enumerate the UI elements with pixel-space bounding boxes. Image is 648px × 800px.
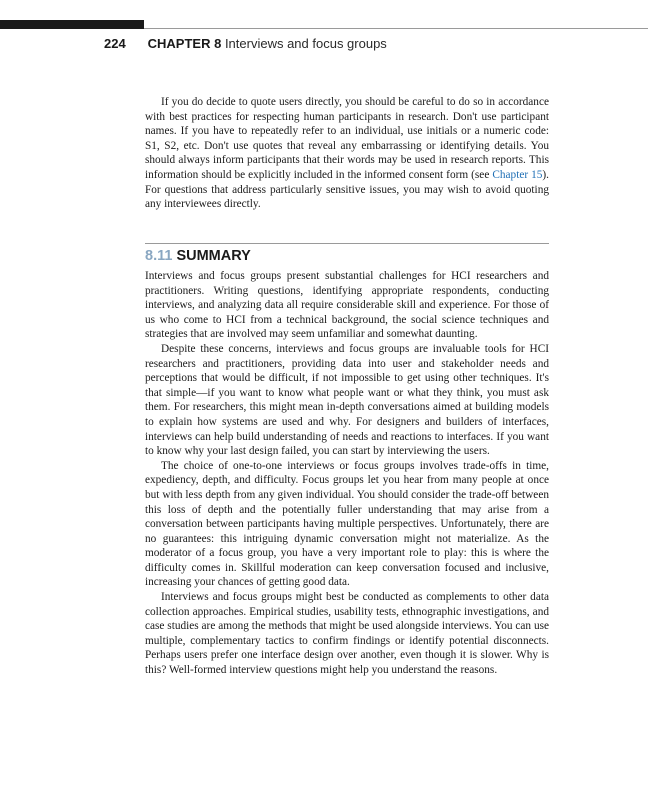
- chapter-title: Interviews and focus groups: [224, 36, 387, 51]
- page-number: 224: [104, 36, 126, 51]
- header-rule-thin: [144, 28, 648, 29]
- section-heading: [145, 248, 251, 264]
- summary-body: [145, 269, 549, 678]
- quote-paragraph-text-start: If you do decide to quote users directly, you should be careful to do so in accordance with best practices for respecting human participants in research. Don't use participant names. If you have to repeatedly refer to an individual, use initials or a numeric code: S1, S2, etc. Don't use quotes that reveal any embarrassing or identifying details. You should always inform participants that their words may be used in research reports. This information should be explicitly included in the informed consent form (see: [145, 96, 549, 181]
- header-rule-thick: [0, 20, 144, 29]
- section-title: SUMMARY: [176, 248, 251, 264]
- summary-paragraph-2: Despite these concerns, interviews and focus groups are invaluable tools for HCI researchers and practitioners, providing data into user and stakeholder needs and perceptions that would be difficult, if not impossible to get using other techniques. It's that simple—if you want to know what people want or what they think, you must ask them. For researchers, this might mean in-depth conversations aimed at building models to explain how systems are used and why. For designers and builders of interfaces, interviews can help build understanding of needs and reactions to interfaces. If you want to know why your last design failed, you can start by interviewing the users.: [145, 342, 549, 458]
- section-rule: [145, 243, 549, 244]
- chapter-15-link[interactable]: Chapter 15: [492, 168, 543, 181]
- summary-paragraph-4: Interviews and focus groups might best be conducted as complements to other data collection approaches. Empirical studies, usability tests, ethnographic investigations, and case studies are among the methods that might be used alongside interviews. You can use multiple, complementary tactics to confirm findings or identify potential disconnects. Perhaps users prefer one interface design over another, even though it is slower. Why is this? Well-formed interview questions might help you understand the reasons.: [145, 591, 549, 677]
- section-number: 8.11: [145, 248, 173, 264]
- quote-paragraph: [145, 95, 549, 212]
- summary-paragraph-3: The choice of one-to-one interviews or focus groups involves trade-offs in time, expediency, depth, and difficulty. Focus groups let you hear from many people at once but with less depth from any given individual. You should consider the trade-off between this loss of depth and the potentially fuller understanding that may arise from a conversation between participants having multiple perspectives. Unfortunately, there are no guarantees: this intriguing dynamic conversation might not materialize. As the moderator of a focus group, you have a very important role to play: this is where the difficulty comes in. Skillful moderation can keep conversation focused and inclusive, increasing your chances of getting good data.: [145, 459, 549, 589]
- summary-paragraph-1: Interviews and focus groups present substantial challenges for HCI researchers and practitioners. Writing questions, identifying appropriate respondents, conducting interviews, and analyzing data all require considerable skill and experience. For those of us who come to HCI from a technical background, the social science techniques and strategies that are involved may seem unfamiliar and somewhat daunting.: [145, 270, 549, 341]
- chapter-label: CHAPTER 8: [147, 36, 222, 51]
- running-head: [104, 36, 387, 51]
- quote-paragraph-text-end: ). For questions that address particularly sensitive issues, you may wish to avoid quoting any interviewees directly.: [145, 168, 549, 211]
